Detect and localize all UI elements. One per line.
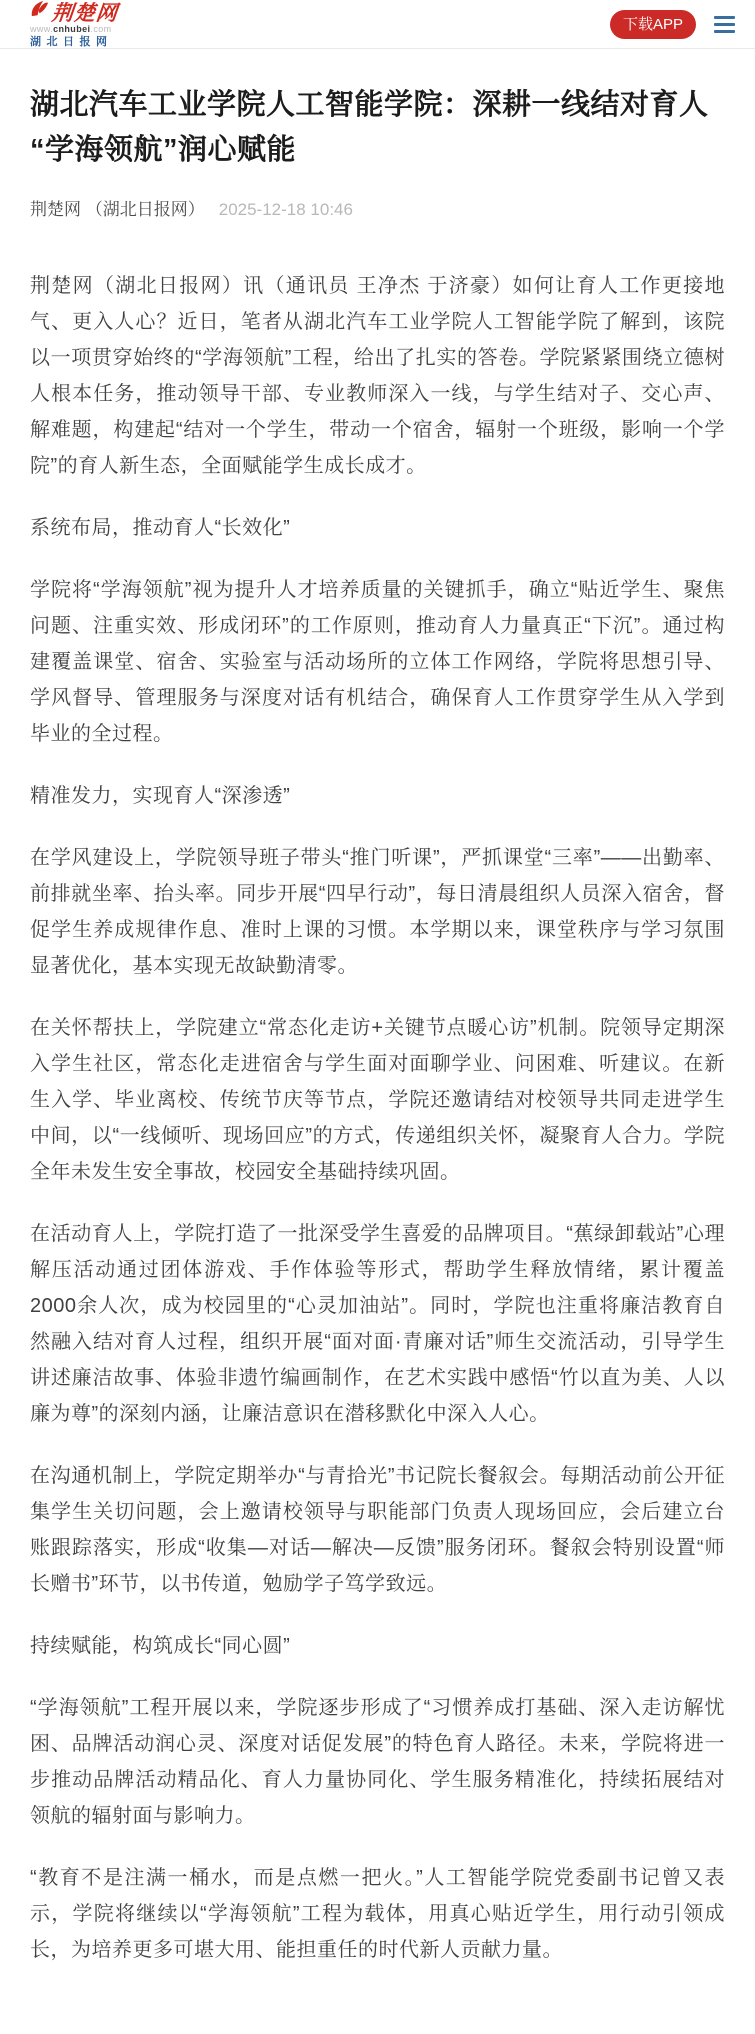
article-title: 湖北汽车工业学院人工智能学院：深耕一线结对育人 “学海领航”润心赋能 (30, 89, 709, 166)
article-paragraph: “教育不是注满一桶水，而是点燃一把火。”人工智能学院党委副书记曾又表示，学院将继续以“学海领航”工程为载体，用真心贴近学生，用行动引领成长，为培养更多可堪大用、能担重任的时代新人贡献力量。 (30, 1867, 725, 1961)
article-paragraph: “学海领航”工程开展以来，学院逐步形成了“习惯养成打基础、深入走访解忧困、品牌活动润心灵、深度对话促发展”的特色育人路径。未来，学院将进一步推动品牌活动精品化、育人力量协同化、学生服务精准化，持续拓展结对领航的辐射面与影响力。 (30, 1697, 725, 1827)
download-app-button[interactable]: 下载APP (610, 10, 696, 39)
article-paragraph: 荆楚网（湖北日报网）讯（通讯员 王净杰 于济豪）如何让育人工作更接地气、更入人心？近日，笔者从湖北汽车工业学院人工智能学院了解到，该院以一项贯穿始终的“学海领航”工程，给出了扎实的答卷。学院紧紧围绕立德树人根本任务，推动领导干部、专业教师深入一线，与学生结对子、交心声、解难题，构建起“结对一个学生，带动一个宿舍，辐射一个班级，影响一个学院”的育人新生态，全面赋能学生成长成才。 (30, 275, 725, 477)
article-source: 荆楚网 （湖北日报网） (30, 200, 205, 219)
site-url: www.cnhubei.com (30, 24, 112, 34)
article-paragraph: 在活动育人上，学院打造了一批深受学生喜爱的品牌项目。“蕉绿卸载站”心理解压活动通过团体游戏、手作体验等形式，帮助学生释放情绪，累计覆盖2000余人次，成为校园里的“心灵加油站”。同时，学院也注重将廉洁教育自然融入结对育人过程，组织开展“面对面·青廉对话”师生交流活动，引导学生讲述廉洁故事、体验非遗竹编画制作，在艺术实践中感悟“竹以直为美、人以廉为尊”的深刻内涵，让廉洁意识在潜移默化中深入人心。 (30, 1223, 725, 1425)
section-subheading: 持续赋能，构筑成长“同心圆” (30, 1635, 291, 1657)
article-meta (30, 195, 725, 220)
article-container (0, 49, 755, 2034)
site-name: 荆楚网 (50, 0, 120, 25)
article-body (30, 268, 725, 1968)
site-subtitle: 湖北日报网 (30, 36, 113, 48)
article-paragraph: 在沟通机制上，学院定期举办“与青拾光”书记院长餐叙会。每期活动前公开征集学生关切问题，会上邀请校领导与职能部门负责人现场回应，会后建立台账跟踪落实，形成“收集—对话—解决—反馈”服务闭环。餐叙会特别设置“师长赠书”环节，以书传道，勉励学子笃学致远。 (30, 1465, 725, 1595)
logo-leaf-icon (30, 0, 49, 23)
publish-time: 2025-12-18 10:46 (218, 200, 353, 219)
section-subheading: 精准发力，实现育人“深渗透” (30, 785, 291, 807)
section-subheading: 系统布局，推动育人“长效化” (30, 517, 291, 539)
site-logo[interactable] (30, 0, 118, 48)
hamburger-menu-icon[interactable] (714, 10, 735, 39)
article-paragraph: 在学风建设上，学院领导班子带头“推门听课”，严抓课堂“三率”——出勤率、前排就坐率、抬头率。同步开展“四早行动”，每日清晨组织人员深入宿舍，督促学生养成规律作息、准时上课的习惯。本学期以来，课堂秩序与学习氛围显著优化，基本实现无故缺勤清零。 (30, 847, 725, 977)
article-paragraph: 在关怀帮扶上，学院建立“常态化走访+关键节点暖心访”机制。院领导定期深入学生社区，常态化走进宿舍与学生面对面聊学业、问困难、听建议。在新生入学、毕业离校、传统节庆等节点，学院还邀请结对校领导共同走进学生中间，以“一线倾听、现场回应”的方式，传递组织关怀，凝聚育人合力。学院全年未发生安全事故，校园安全基础持续巩固。 (30, 1017, 725, 1183)
page-header (0, 0, 755, 49)
article-paragraph: 学院将“学海领航”视为提升人才培养质量的关键抓手，确立“贴近学生、聚焦问题、注重实效、形成闭环”的工作原则，推动育人力量真正“下沉”。通过构建覆盖课堂、宿舍、实验室与活动场所的立体工作网络，学院将思想引导、学风督导、管理服务与深度对话有机结合，确保育人工作贯穿学生从入学到毕业的全过程。 (30, 579, 725, 745)
